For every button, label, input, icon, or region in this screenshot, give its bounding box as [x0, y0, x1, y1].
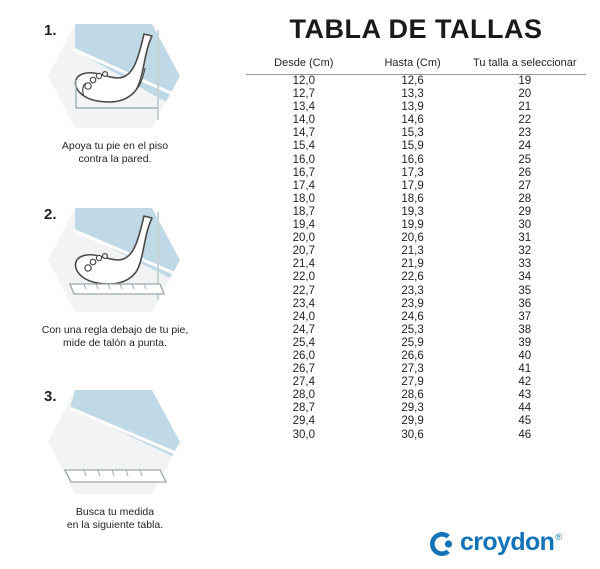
- table-row: [246, 389, 586, 402]
- table-row: [246, 285, 586, 298]
- cell-hasta: 12,6: [401, 75, 424, 87]
- foot-with-ruler-icon: [40, 200, 190, 320]
- table-row: [246, 206, 586, 219]
- cell-hasta: 25,3: [401, 323, 424, 336]
- cell-talla: 31: [518, 232, 532, 245]
- cell-hasta: 22,6: [401, 271, 424, 284]
- cell-desde: 14,0: [292, 114, 315, 127]
- step-3-caption-line2: en la siguiente tabla.: [66, 519, 164, 531]
- cell-talla: 41: [518, 363, 532, 376]
- cell-hasta: 23,9: [401, 297, 424, 310]
- cell-desde: 29,4: [292, 415, 315, 428]
- cell-hasta: 19,3: [401, 205, 424, 218]
- cell-hasta: 13,3: [401, 88, 424, 101]
- cell-talla: 23: [518, 127, 532, 140]
- table-row: [246, 324, 586, 337]
- cell-talla: 46: [518, 428, 532, 441]
- page-title: TABLA DE TALLAS: [289, 14, 543, 44]
- cell-desde: 18,7: [292, 205, 315, 218]
- table-row: [246, 350, 586, 363]
- croydon-logo: [429, 529, 562, 555]
- cell-talla: 39: [518, 336, 532, 349]
- cell-talla: 24: [518, 140, 532, 153]
- size-table: [246, 55, 586, 442]
- cell-desde: 12,7: [292, 88, 315, 101]
- step-3-number: 3.: [44, 388, 57, 405]
- table-row: [246, 429, 586, 442]
- cell-desde: 18,0: [292, 192, 315, 205]
- cell-talla: 44: [518, 402, 532, 415]
- step-3: [0, 382, 230, 532]
- croydon-logo-text: croydon: [459, 528, 555, 556]
- measure-chart-icon: [40, 382, 190, 502]
- cell-hasta: 20,6: [401, 232, 424, 245]
- cell-talla: 26: [518, 166, 532, 179]
- cell-hasta: 15,9: [401, 140, 424, 153]
- cell-desde: 16,0: [292, 153, 315, 166]
- cell-desde: 26,7: [292, 363, 315, 376]
- cell-desde: 24,0: [292, 310, 315, 323]
- cell-talla: 45: [518, 415, 532, 428]
- cell-talla: 25: [518, 153, 532, 166]
- table-row: [246, 337, 586, 350]
- cell-desde: 15,4: [292, 140, 315, 153]
- cell-talla: 30: [518, 219, 532, 232]
- cell-desde: 20,7: [292, 245, 315, 258]
- cell-desde: 12,0: [292, 75, 315, 87]
- step-1-number: 1.: [44, 22, 57, 39]
- table-row: [246, 258, 586, 271]
- cell-hasta: 29,9: [401, 415, 424, 428]
- cell-talla: 27: [518, 179, 532, 192]
- cell-talla: 36: [518, 297, 532, 310]
- cell-hasta: 17,9: [401, 179, 424, 192]
- table-row: [246, 363, 586, 376]
- table-row: [246, 298, 586, 311]
- cell-desde: 16,7: [292, 166, 315, 179]
- cell-talla: 20: [518, 88, 532, 101]
- step-3-caption-line1: Busca tu medida: [75, 506, 155, 518]
- croydon-logo-mark-icon: [429, 531, 455, 557]
- cell-hasta: 21,3: [401, 245, 424, 258]
- cell-hasta: 27,9: [401, 376, 424, 389]
- steps-column: [0, 0, 230, 569]
- cell-talla: 28: [518, 192, 532, 205]
- cell-hasta: 23,3: [401, 284, 424, 297]
- cell-desde: 28,7: [292, 402, 315, 415]
- cell-desde: 24,7: [292, 323, 315, 336]
- step-2: [0, 200, 230, 350]
- cell-desde: 14,7: [292, 127, 315, 140]
- table-body: [246, 75, 586, 442]
- cell-desde: 23,4: [292, 297, 315, 310]
- registered-mark: ®: [555, 532, 562, 542]
- step-1-caption-line1: Apoya tu pie en el piso: [61, 140, 169, 152]
- cell-hasta: 24,6: [401, 310, 424, 323]
- cell-desde: 30,0: [292, 428, 315, 441]
- cell-talla: 29: [518, 205, 532, 218]
- cell-hasta: 14,6: [401, 114, 424, 127]
- cell-talla: 38: [518, 323, 532, 336]
- foot-against-wall-icon: [40, 16, 190, 136]
- step-2-caption: [0, 324, 230, 350]
- cell-hasta: 16,6: [401, 153, 424, 166]
- table-row: [246, 101, 586, 114]
- step-3-caption: [0, 506, 230, 532]
- cell-talla: 21: [518, 101, 532, 114]
- column-header-hasta: Hasta (Cm): [362, 55, 464, 75]
- cell-talla: 42: [518, 376, 532, 389]
- cell-hasta: 27,3: [401, 363, 424, 376]
- column-header-desde: Desde (Cm): [246, 55, 362, 75]
- cell-talla: 35: [518, 284, 532, 297]
- cell-hasta: 25,9: [401, 336, 424, 349]
- cell-talla: 22: [518, 114, 532, 127]
- step-1: [0, 16, 230, 166]
- cell-desde: 19,4: [292, 219, 315, 232]
- cell-talla: 43: [518, 389, 532, 402]
- cell-talla: 40: [518, 349, 532, 362]
- step-1-caption: [0, 140, 230, 166]
- step-2-caption-line2: mide de talón a punta.: [63, 337, 167, 349]
- table-row: [246, 167, 586, 180]
- table-row: [246, 245, 586, 258]
- cell-desde: 22,7: [292, 284, 315, 297]
- cell-hasta: 30,6: [401, 428, 424, 441]
- cell-desde: 25,4: [292, 336, 315, 349]
- cell-talla: 33: [518, 258, 532, 271]
- table-row: [246, 75, 586, 89]
- cell-talla: 32: [518, 245, 532, 258]
- cell-hasta: 26,6: [401, 349, 424, 362]
- cell-talla: 19: [518, 75, 532, 87]
- column-header-talla: Tu talla a seleccionar: [464, 55, 586, 75]
- cell-desde: 26,0: [292, 349, 315, 362]
- cell-desde: 20,0: [292, 232, 315, 245]
- table-row: [246, 154, 586, 167]
- cell-desde: 28,0: [292, 389, 315, 402]
- table-row: [246, 402, 586, 415]
- cell-desde: 22,0: [292, 271, 315, 284]
- table-row: [246, 311, 586, 324]
- step-1-caption-line2: contra la pared.: [78, 153, 152, 165]
- cell-desde: 27,4: [292, 376, 315, 389]
- table-row: [246, 415, 586, 428]
- cell-hasta: 13,9: [401, 101, 424, 114]
- cell-desde: 13,4: [292, 101, 315, 114]
- table-row: [246, 180, 586, 193]
- cell-hasta: 29,3: [401, 402, 424, 415]
- step-2-number: 2.: [44, 206, 57, 223]
- cell-hasta: 19,9: [401, 219, 424, 232]
- step-2-caption-line1: Con una regla debajo de tu pie,: [41, 324, 189, 336]
- table-row: [246, 140, 586, 153]
- table-row: [246, 232, 586, 245]
- table-header-row: [246, 55, 586, 75]
- cell-hasta: 15,3: [401, 127, 424, 140]
- cell-desde: 17,4: [292, 179, 315, 192]
- table-row: [246, 271, 586, 284]
- cell-hasta: 21,9: [401, 258, 424, 271]
- cell-desde: 21,4: [292, 258, 315, 271]
- table-row: [246, 376, 586, 389]
- table-row: [246, 127, 586, 140]
- cell-talla: 34: [518, 271, 532, 284]
- cell-hasta: 17,3: [401, 166, 424, 179]
- table-row: [246, 219, 586, 232]
- cell-hasta: 18,6: [401, 192, 424, 205]
- table-column: [232, 0, 600, 569]
- table-row: [246, 114, 586, 127]
- cell-hasta: 28,6: [401, 389, 424, 402]
- table-row: [246, 88, 586, 101]
- table-row: [246, 193, 586, 206]
- cell-talla: 37: [518, 310, 532, 323]
